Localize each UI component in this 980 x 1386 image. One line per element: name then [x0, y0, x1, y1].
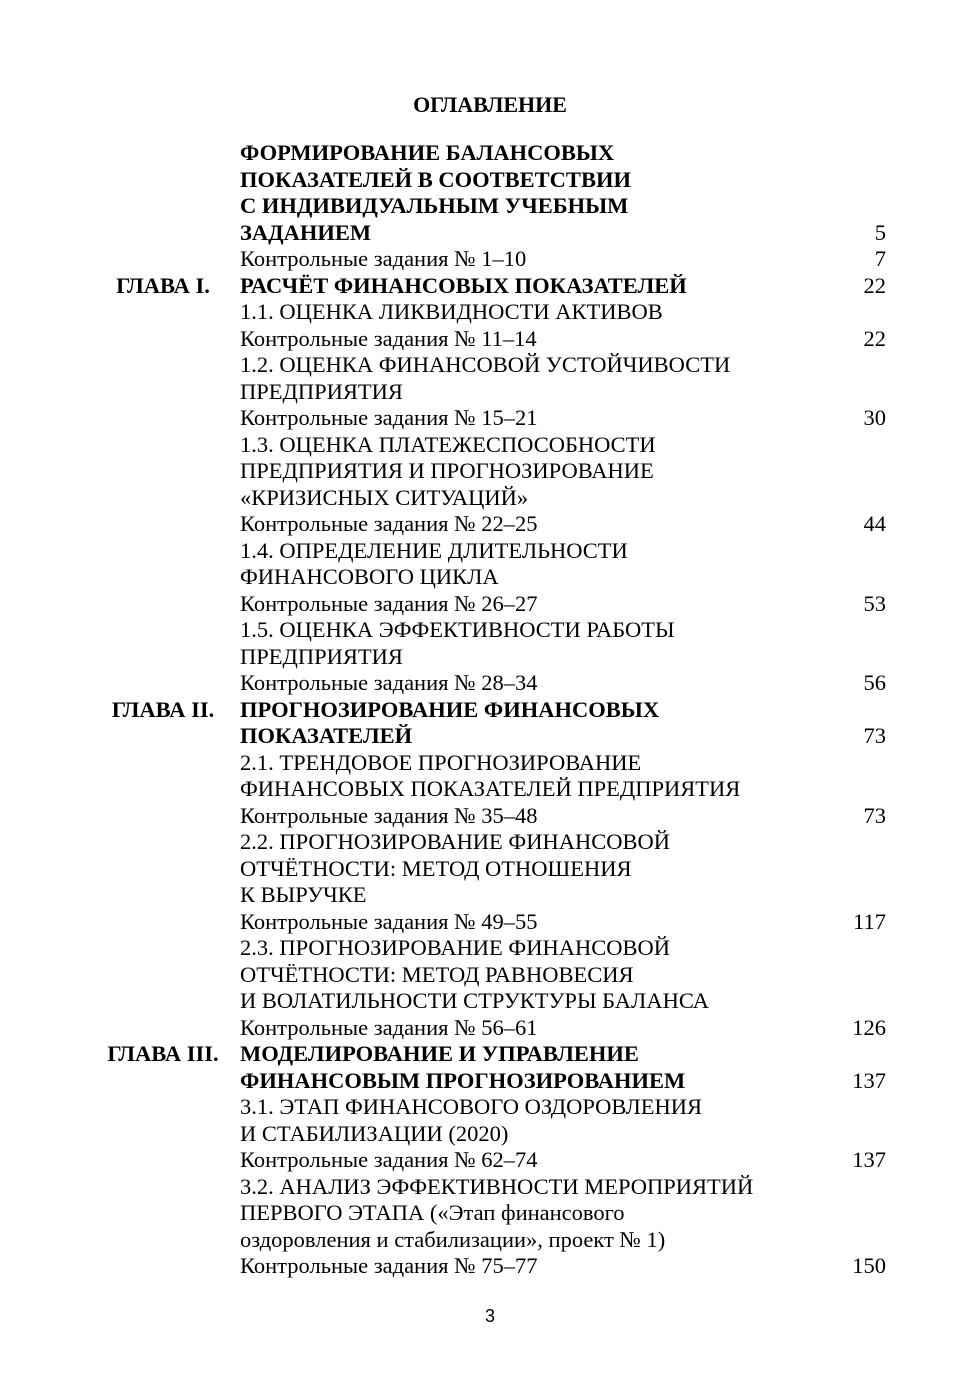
toc-entry-text: Контрольные задания № 35–48: [240, 802, 538, 828]
toc-line: [0, 220, 980, 247]
toc-entry-text: РАСЧЁТ ФИНАНСОВЫХ ПОКАЗАТЕЛЕЙ: [240, 272, 687, 298]
toc-line: [0, 1253, 980, 1280]
toc-entry-text: 3.2. АНАЛИЗ ЭФФЕКТИВНОСТИ МЕРОПРИЯТИЙ: [240, 1173, 754, 1199]
toc-entry-text: Контрольные задания № 28–34: [240, 670, 538, 695]
toc-line: [0, 1121, 980, 1148]
toc-page-number: 7: [874, 246, 886, 271]
toc-line: [0, 511, 980, 538]
toc-line: [0, 697, 980, 724]
toc-line: [0, 882, 980, 909]
toc-line: [0, 1015, 980, 1042]
toc-entry-text: Контрольные задания № 62–74: [240, 1147, 538, 1172]
toc-line: [0, 432, 980, 459]
toc-line: [0, 1094, 980, 1121]
toc-entry-text: Контрольные задания № 11–14: [240, 325, 537, 351]
toc-page-number: 73: [863, 802, 886, 828]
toc-line: [0, 1174, 980, 1201]
toc-page-number: 117: [853, 908, 886, 934]
toc-line: [0, 405, 980, 432]
toc-line: [0, 193, 980, 220]
toc-page-number: 137: [852, 1147, 886, 1172]
toc-line: [0, 776, 980, 803]
toc-entry-text: ПРЕДПРИЯТИЯ: [240, 643, 403, 669]
toc-line: [0, 803, 980, 830]
toc-page-number: 150: [852, 1253, 886, 1278]
toc-entry-text: 2.3. ПРОГНОЗИРОВАНИЕ ФИНАНСОВОЙ: [240, 935, 670, 960]
toc-entry-text: ПЕРВОГО ЭТАПА («Этап финансового: [240, 1200, 625, 1225]
toc-entry-text: ФОРМИРОВАНИЕ БАЛАНСОВЫХ: [240, 140, 615, 165]
toc-line: [0, 273, 980, 300]
toc-line: [0, 564, 980, 591]
toc-line: [0, 379, 980, 406]
toc-entry-text: 3.1. ЭТАП ФИНАНСОВОГО ОЗДОРОВЛЕНИЯ: [240, 1094, 703, 1119]
toc-entry-text: Контрольные задания № 49–55: [240, 908, 538, 934]
page-title: ОГЛАВЛЕНИЕ: [413, 92, 567, 117]
chapter-label: ГЛАВА I.: [116, 272, 210, 298]
toc-entry-text: ПРЕДПРИЯТИЯ: [240, 378, 403, 404]
toc-page-number: 22: [863, 325, 886, 351]
toc-line: [0, 538, 980, 565]
toc-page-number: 5: [874, 219, 886, 245]
toc-line: [0, 935, 980, 962]
toc-line: [0, 829, 980, 856]
toc-line: [0, 750, 980, 777]
toc-line: [0, 962, 980, 989]
toc-line: [0, 1227, 980, 1254]
toc-entry-text: ОТЧЁТНОСТИ: МЕТОД ОТНОШЕНИЯ: [240, 855, 632, 881]
toc-entry-text: 1.1. ОЦЕНКА ЛИКВИДНОСТИ АКТИВОВ: [240, 299, 663, 324]
toc-page-number: 137: [852, 1067, 886, 1093]
toc-line: [0, 591, 980, 618]
toc-page-number: 73: [863, 723, 886, 748]
toc-line: [0, 485, 980, 512]
toc-line: [0, 299, 980, 326]
toc-line: [0, 140, 980, 167]
toc-entry-text: оздоровления и стабилизации», проект № 1): [240, 1226, 666, 1252]
toc-entry-text: Контрольные задания № 15–21: [240, 405, 538, 430]
toc-entry-text: ФИНАНСОВОГО ЦИКЛА: [240, 564, 499, 589]
toc-entry-text: ПОКАЗАТЕЛЕЙ: [240, 723, 413, 748]
toc-line: [0, 1147, 980, 1174]
table-of-contents: [0, 140, 980, 1280]
toc-line: [0, 1200, 980, 1227]
toc-entry-text: ЗАДАНИЕМ: [240, 219, 372, 245]
toc-line: [0, 1068, 980, 1095]
chapter-label: ГЛАВА III.: [107, 1041, 219, 1066]
toc-line: [0, 670, 980, 697]
toc-entry-text: Контрольные задания № 1–10: [240, 246, 527, 271]
toc-entry-text: 1.3. ОЦЕНКА ПЛАТЕЖЕСПОСОБНОСТИ: [240, 431, 656, 457]
toc-entry-text: ПРОГНОЗИРОВАНИЕ ФИНАНСОВЫХ: [240, 696, 660, 722]
toc-page-number: 56: [863, 670, 886, 695]
toc-line: [0, 617, 980, 644]
toc-entry-text: С ИНДИВИДУАЛЬНЫМ УЧЕБНЫМ: [240, 193, 629, 218]
toc-line: [0, 352, 980, 379]
toc-entry-text: Контрольные задания № 26–27: [240, 590, 538, 616]
toc-entry-text: Контрольные задания № 75–77: [240, 1253, 538, 1278]
toc-entry-text: К ВЫРУЧКЕ: [240, 882, 367, 907]
toc-entry-text: 1.2. ОЦЕНКА ФИНАНСОВОЙ УСТОЙЧИВОСТИ: [240, 352, 731, 377]
toc-entry-text: Контрольные задания № 56–61: [240, 1014, 538, 1040]
toc-entry-text: ОТЧЁТНОСТИ: МЕТОД РАВНОВЕСИЯ: [240, 961, 634, 987]
toc-line: [0, 246, 980, 273]
toc-line: [0, 723, 980, 750]
toc-entry-text: «КРИЗИСНЫХ СИТУАЦИЙ»: [240, 484, 529, 510]
toc-line: [0, 167, 980, 194]
toc-entry-text: 2.2. ПРОГНОЗИРОВАНИЕ ФИНАНСОВОЙ: [240, 829, 670, 854]
toc-entry-text: И ВОЛАТИЛЬНОСТИ СТРУКТУРЫ БАЛАНСА: [240, 988, 709, 1013]
toc-line: [0, 856, 980, 883]
toc-page-number: 30: [863, 405, 886, 430]
toc-entry-text: ПОКАЗАТЕЛЕЙ В СООТВЕТСТВИИ: [240, 166, 631, 192]
toc-entry-text: 2.1. ТРЕНДОВОЕ ПРОГНОЗИРОВАНИЕ: [240, 749, 642, 775]
toc-line: [0, 909, 980, 936]
toc-entry-text: ФИНАНСОВЫМ ПРОГНОЗИРОВАНИЕМ: [240, 1067, 686, 1093]
toc-line: [0, 458, 980, 485]
toc-entry-text: МОДЕЛИРОВАНИЕ И УПРАВЛЕНИЕ: [240, 1041, 639, 1066]
toc-entry-text: 1.5. ОЦЕНКА ЭФФЕКТИВНОСТИ РАБОТЫ: [240, 617, 675, 642]
page-number: 3: [484, 1306, 495, 1326]
toc-entry-text: ФИНАНСОВЫХ ПОКАЗАТЕЛЕЙ ПРЕДПРИЯТИЯ: [240, 776, 741, 801]
toc-entry-text: Контрольные задания № 22–25: [240, 511, 538, 536]
toc-page-number: 44: [863, 511, 886, 536]
toc-line: [0, 1041, 980, 1068]
toc-line: [0, 326, 980, 353]
toc-page-number: 126: [852, 1014, 886, 1040]
toc-line: [0, 644, 980, 671]
toc-page-number: 22: [863, 272, 886, 298]
chapter-label: ГЛАВА II.: [111, 696, 215, 722]
toc-line: [0, 988, 980, 1015]
toc-page-number: 53: [863, 590, 886, 616]
toc-entry-text: ПРЕДПРИЯТИЯ И ПРОГНОЗИРОВАНИЕ: [240, 458, 654, 483]
toc-entry-text: И СТАБИЛИЗАЦИИ (2020): [240, 1120, 509, 1146]
toc-entry-text: 1.4. ОПРЕДЕЛЕНИЕ ДЛИТЕЛЬНОСТИ: [240, 537, 628, 563]
